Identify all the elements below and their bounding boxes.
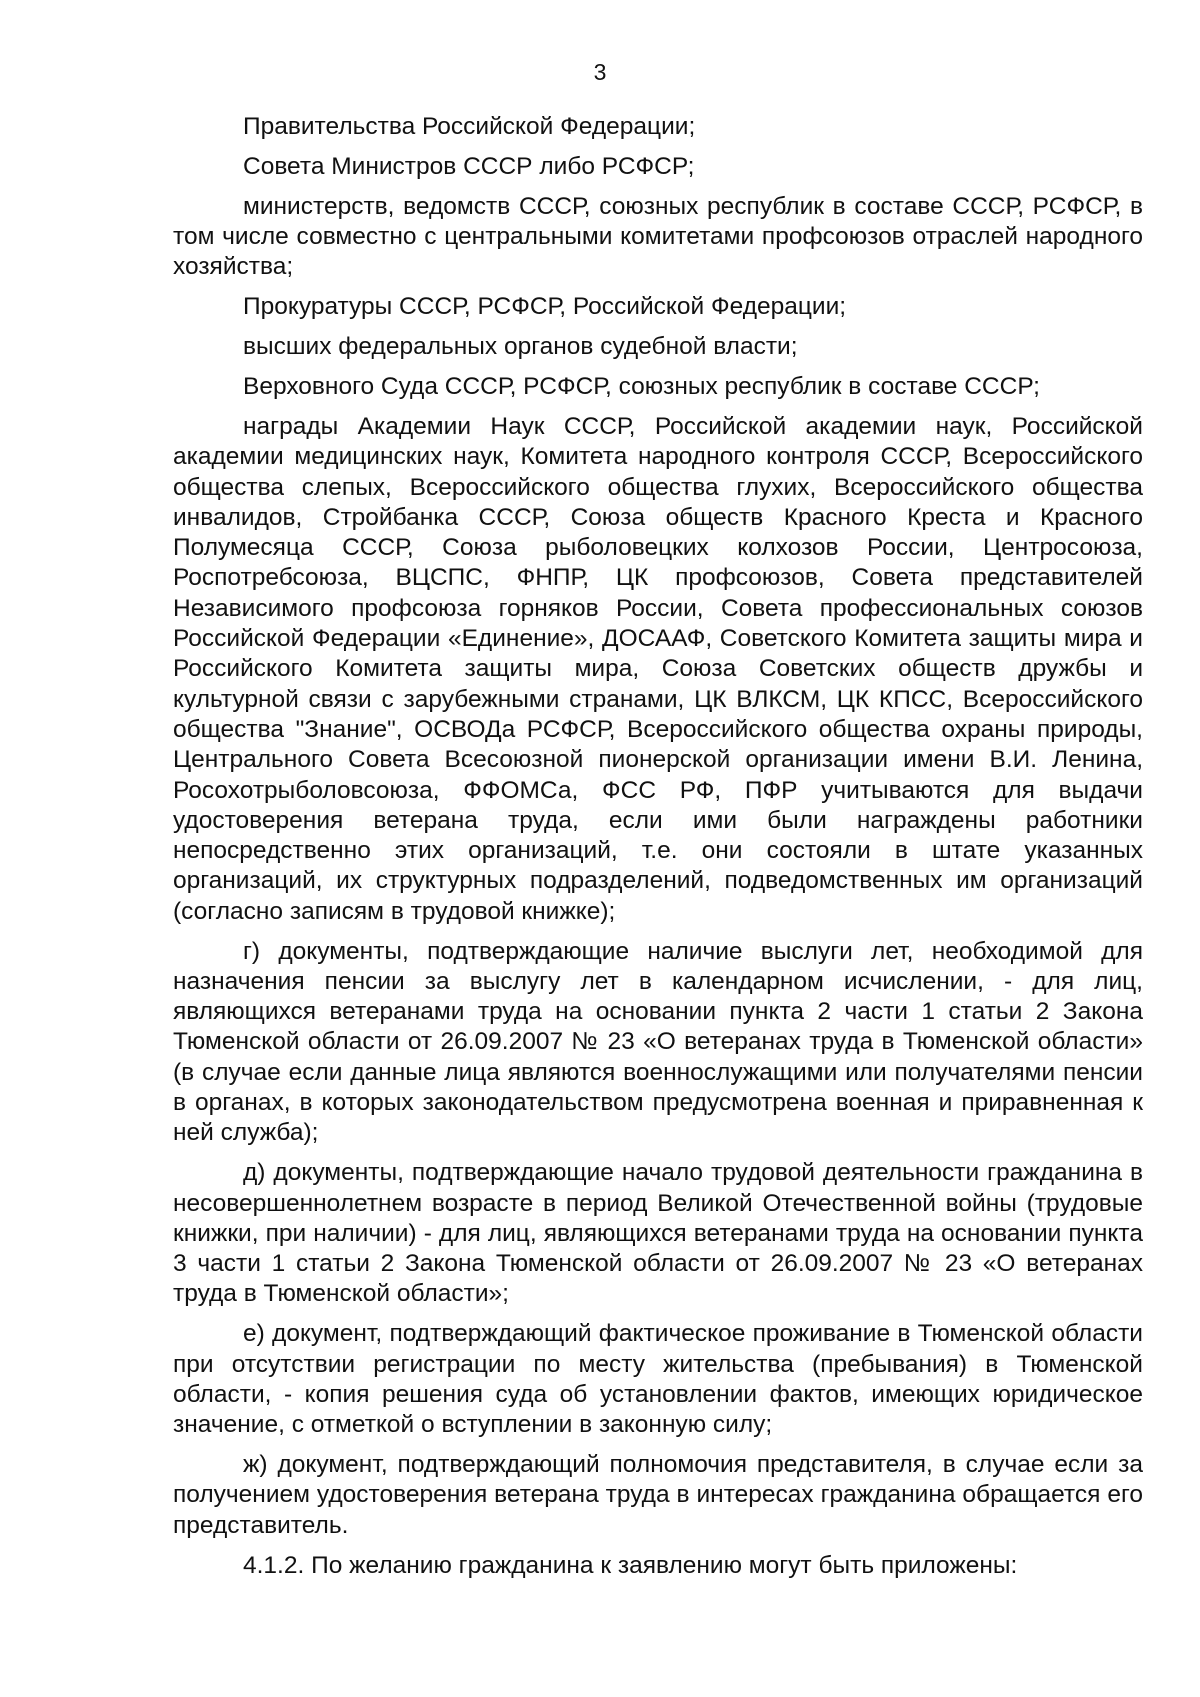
paragraph: министерств, ведомств СССР, союзных республик в составе СССР, РСФСР, в том числе совместно с центральными комитетами профсоюзов отраслей народного хозяйства; [173,192,1143,281]
paragraph: высших федеральных органов судебной власти; [243,333,798,361]
paragraph-item-g: г) документы, подтверждающие наличие выслуги лет, необходимой для назначения пенсии за выслугу лет в календарном исчислении, - для лиц, являющихся ветеранами труда на основании пункта 2 части 1 статьи 2 Закона Тюменской области от 26.09.2007 № 23 «О ветеранах труда в Тюменской области» (в случае если данные лица являются военнослужащими или получателями пенсии в органах, в которых законодательством предусмотрена военная и приравненная к ней служба); [173,937,1143,1147]
page-number: 3 [593,59,607,85]
paragraph-item-d: д) документы, подтверждающие начало трудовой деятельности гражданина в несовершеннолетнем возрасте в период Великой Отечественной войны (трудовые книжки, при наличии) - для лиц, являющихся ветеранами труда на основании пункта 3 части 1 статьи 2 Закона Тюменской области от 26.09.2007 № 23 «О ветеранах труда в Тюменской области»; [173,1159,1143,1308]
paragraph: награды Академии Наук СССР, Российской академии наук, Российской академии медицинских наук, Комитета народного контроля СССР, Всероссийского общества слепых, Всероссийского общества глухих, Всероссийского общества инвалидов, Стройбанка СССР, Союза обществ Красного Креста и Красного Полумесяца СССР, Союза рыболовецких колхозов России, Центросоюза, Роспотребсоюза, ВЦСПС, ФНПР, ЦК профсоюзов, Совета представителей Независимого профсоюза горняков России, Совета профессиональных союзов Российской Федерации «Единение», ДОСААФ, Советского Комитета защиты мира и Российского Комитета защиты мира, Союза Советских обществ дружбы и культурной связи с зарубежными странами, ЦК ВЛКСМ, ЦК КПСС, Всероссийского общества "Знание", ОСВОДа РСФСР, Всероссийского общества охраны природы, Центрального Совета Всесоюзной пионерской организации имени В.И. Ленина, Росохотрыболовсоюза, ФФОМСа, ФСС РФ, ПФР учитываются для выдачи удостоверения ветерана труда, если ими были награждены работники непосредственно этих организаций, т.е. они состояли в штате указанных организаций, их структурных подразделений, подведомственных им организаций (согласно записям в трудовой книжке); [173,412,1143,925]
paragraph: Прокуратуры СССР, РСФСР, Российской Федерации; [243,293,847,321]
paragraph: Совета Министров СССР либо РСФСР; [243,152,695,180]
paragraph: Верховного Суда СССР, РСФСР, союзных республик в составе СССР; [243,373,1040,401]
paragraph-item-zh: ж) документ, подтверждающий полномочия представителя, в случае если за получением удостоверения ветерана труда в интересах гражданина обращается его представитель. [173,1451,1143,1539]
section-heading-4-1-2: 4.1.2. По желанию гражданина к заявлению могут быть приложены: [243,1551,1018,1579]
document-body [173,112,1143,1590]
paragraph-item-e: е) документ, подтверждающий фактическое проживание в Тюменской области при отсутствии регистрации по месту жительства (пребывания) в Тюменской области, - копия решения суда об установлении фактов, имеющих юридическое значение, с отметкой о вступлении в законную силу; [173,1320,1143,1439]
paragraph: Правительства Российской Федерации; [243,113,696,140]
